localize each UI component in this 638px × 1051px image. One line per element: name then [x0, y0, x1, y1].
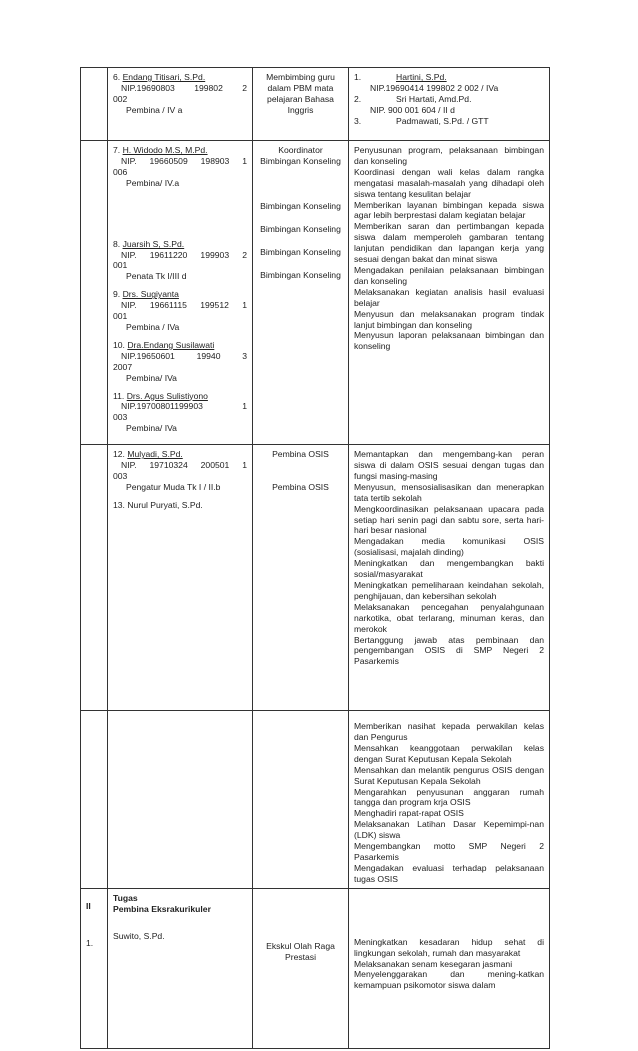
staff-rank: Pengatur Muda Tk I / II.b — [126, 481, 221, 492]
task-item: Mengadakan penilaian pelaksanaan bimbingan dan konseling — [354, 264, 544, 286]
table-row — [81, 68, 550, 141]
staff-number: 11. — [113, 390, 125, 401]
staff-entry — [113, 239, 247, 283]
staff-nip-cont: 002 — [113, 93, 128, 104]
table-row — [81, 888, 550, 1048]
role-cell — [253, 445, 349, 711]
number-cell — [81, 141, 108, 445]
staff-cell — [108, 711, 253, 889]
list-item: 1. Hartini, S.Pd. — [354, 72, 447, 82]
task-item: Koordinasi dengan wali kelas dalam rangka mengatasi masalah-masalah yang dihadapi oleh siswa tentang kesulitan belajar — [354, 166, 544, 199]
staff-nip-cont: 003 — [113, 470, 128, 481]
task-item: Melaksanakan Latihan Dasar Kepemimpi-nan (LDK) siswa — [354, 819, 544, 841]
role-text: Bimbingan Konseling — [260, 223, 341, 234]
staff-nip: NIP.19700801199903 1 — [121, 401, 247, 412]
staff-entry — [113, 145, 247, 189]
role-cell — [253, 888, 349, 1048]
staff-name: Drs. Sugiyanta — [122, 289, 179, 300]
task-item: Menyusun laporan pelaksanaan bimbingan dan konseling — [354, 330, 544, 352]
task-item: Penyusunan program, pelaksanaan bimbingan dan konseling — [354, 145, 544, 166]
staff-name: Mulyadi, S.Pd. — [127, 449, 183, 460]
task-item: Memberikan saran dan pertimbangan kepada siswa dalam memperoleh gambaran tentang lanjutan pendidikan dan lapangan kerja yang sesuai dengan bakat dan minat siswa — [354, 221, 544, 265]
staff-rank: Penata Tk I/III d — [126, 271, 187, 282]
number-cell — [81, 68, 108, 141]
role-cell — [253, 68, 349, 141]
staff-entry — [113, 449, 247, 493]
role-text: Bimbingan Konseling — [260, 200, 341, 211]
staff-rank: Pembina / IV a — [126, 104, 183, 115]
task-item: Mensahkan dan melantik pengurus OSIS dengan Surat Keputusan Kepala Sekolah — [354, 764, 544, 786]
number-cell — [81, 888, 108, 1048]
task-item: Memberikan layanan bimbingan kepada siswa agar lebih berprestasi dalam kegiatan belajar — [354, 199, 544, 221]
staff-number: 12. — [113, 449, 125, 460]
staff-nip: NIP. 19710324 200501 1 — [121, 460, 247, 471]
task-item: Meningkatkan dan mengembangkan bakti sosial/masyarakat — [354, 558, 544, 580]
task-item: Mensahkan keanggotaan perwakilan kelas dengan Surat Keputusan Kepala Sekolah — [354, 742, 544, 764]
staff-name: Nurul Puryati, S.Pd. — [127, 499, 203, 510]
staff-rank: Pembina / IVa — [126, 321, 180, 332]
staff-name: H. Widodo M.S, M.Pd. — [122, 145, 208, 155]
table-row — [81, 445, 550, 711]
staff-entry — [113, 289, 247, 333]
task-item: Menyelenggarakan dan mening-katkan kemampuan psikomotor siswa dalam — [354, 969, 544, 991]
role-text: Bimbingan Konseling — [260, 269, 341, 280]
task-item: Melaksanakan kegiatan analisis hasil evaluasi belajar — [354, 286, 544, 308]
staff-number: 10. — [113, 339, 125, 350]
role-text: Koordinator Bimbingan Konseling — [260, 145, 341, 166]
staff-nip: NIP. 19611220 199903 2 — [121, 249, 247, 260]
staff-nip: NIP.19690803 199802 2 — [121, 82, 247, 93]
staff-nip-cont: 001 — [113, 311, 128, 322]
staff-cell — [108, 888, 253, 1048]
staff-cell — [108, 68, 253, 141]
role-cell — [253, 711, 349, 889]
role-text: Pembina OSIS — [272, 482, 329, 493]
staff-name: Dra.Endang Susilawati — [127, 339, 215, 350]
task-item: Mengarahkan penyusunan anggaran rumah tangga dan program krja OSIS — [354, 786, 544, 808]
staff-nip-cont: 006 — [113, 166, 128, 177]
staff-nip: NIP. 19660509 198903 1 — [121, 155, 247, 166]
staff-name: Juarsih S, S.Pd. — [122, 238, 185, 249]
task-cell — [349, 711, 550, 889]
staff-rank: Pembina/ IVa — [126, 372, 177, 383]
task-item: Menyusun dan melaksanakan program tindak lanjut bimbingan dan konseling — [354, 308, 544, 330]
task-item: Memberikan nasihat kepada perwakilan kelas dan Pengurus — [354, 721, 544, 743]
section-heading: Pembina Eksrakurikuler — [113, 903, 211, 914]
task-cell — [349, 445, 550, 711]
list-item: 3. Padmawati, S.Pd. / GTT — [354, 115, 489, 126]
staff-rank: Pembina/ IVa — [126, 423, 177, 434]
task-item: Mengkoordinasikan pelaksanaan upacara pada setiap hari senin pagi dan sabtu sore, serta hari-hari besar nasional — [354, 503, 544, 536]
task-item: Memantapkan dan mengembang-kan peran siswa di dalam OSIS sesuai dengan tugas dan fungsi masing-masing — [354, 449, 544, 481]
number-cell — [81, 711, 108, 889]
assignment-table — [80, 67, 550, 1049]
staff-name: Suwito, S.Pd. — [113, 930, 165, 941]
list-item: 2. Sri Hartati, Amd.Pd. — [354, 93, 472, 104]
staff-nip: NIP.19650601 19940 3 — [121, 350, 247, 361]
task-cell — [349, 888, 550, 1048]
staff-number: 6. — [113, 72, 121, 82]
staff-cell — [108, 141, 253, 445]
staff-nip-cont: 2007 — [113, 361, 133, 372]
staff-entry — [113, 340, 247, 384]
task-item: Melaksanakan pencegahan penyalahgunaan narkotika, obat terlarang, minuman keras, dan merokok — [354, 601, 544, 634]
task-cell — [349, 68, 550, 141]
staff-nip-cont: 001 — [113, 260, 128, 271]
role-text: Bimbingan Konseling — [260, 246, 341, 257]
table-row — [81, 711, 550, 889]
role-text: Ekskul Olah Raga Prestasi — [266, 940, 335, 962]
number-cell — [81, 445, 108, 711]
staff-number: 9. — [113, 289, 121, 300]
task-item: Mengadakan evaluasi terhadap pelaksanaan tugas OSIS — [354, 862, 544, 884]
item-number: 1. — [86, 937, 94, 948]
list-item-sub: NIP. 900 001 604 / II d — [370, 104, 455, 115]
staff-nip-cont: 003 — [113, 412, 128, 423]
task-item: Meningkatkan pemeliharaan keindahan sekolah, penghijauan, dan kebersihan sekolah — [354, 580, 544, 601]
task-item: Menyusun, mensosialisasikan dan menerapkan tata tertib sekolah — [354, 481, 544, 503]
task-item: Meningkatkan kesadaran hidup sehat di lingkungan sekolah, rumah dan masyarakat — [354, 936, 544, 958]
task-item: Menghadiri rapat-rapat OSIS — [354, 808, 464, 819]
list-item-sub: NIP.19690414 199802 2 002 / IVa — [370, 82, 499, 93]
staff-cell — [108, 445, 253, 711]
staff-number: 8. — [113, 238, 121, 249]
task-item: Mengembangkan motto SMP Negeri 2 Pasarkemis — [354, 841, 544, 862]
staff-entry — [113, 391, 247, 435]
staff-name: Drs. Agus Sulistiyono — [126, 390, 208, 401]
staff-entry — [113, 72, 247, 116]
staff-number: 13. — [113, 499, 125, 510]
role-text: Pembina OSIS — [272, 449, 329, 460]
task-cell — [349, 141, 550, 445]
task-item: Melaksanakan senam kesegaran jasmani — [354, 958, 513, 969]
staff-entry — [113, 500, 247, 511]
staff-number: 7. — [113, 145, 121, 155]
teacher-list — [354, 72, 544, 127]
table-row — [81, 141, 550, 445]
section-number: II — [86, 900, 91, 911]
role-text: Membimbing guru dalam PBM mata pelajaran Bahasa Inggris — [266, 72, 335, 115]
task-item: Mengadakan media komunikasi OSIS (sosialisasi, majalah dinding) — [354, 536, 544, 558]
staff-name: Endang Titisari, S.Pd. — [122, 72, 206, 82]
role-cell — [253, 141, 349, 445]
staff-nip: NIP. 19661115 199512 1 — [121, 300, 247, 311]
staff-rank: Pembina/ IV.a — [126, 177, 180, 188]
task-item: Bertanggung jawab atas pembinaan dan pengembangan OSIS di SMP Negeri 2 Pasarkemis — [354, 634, 544, 667]
section-heading: Tugas — [113, 892, 138, 903]
